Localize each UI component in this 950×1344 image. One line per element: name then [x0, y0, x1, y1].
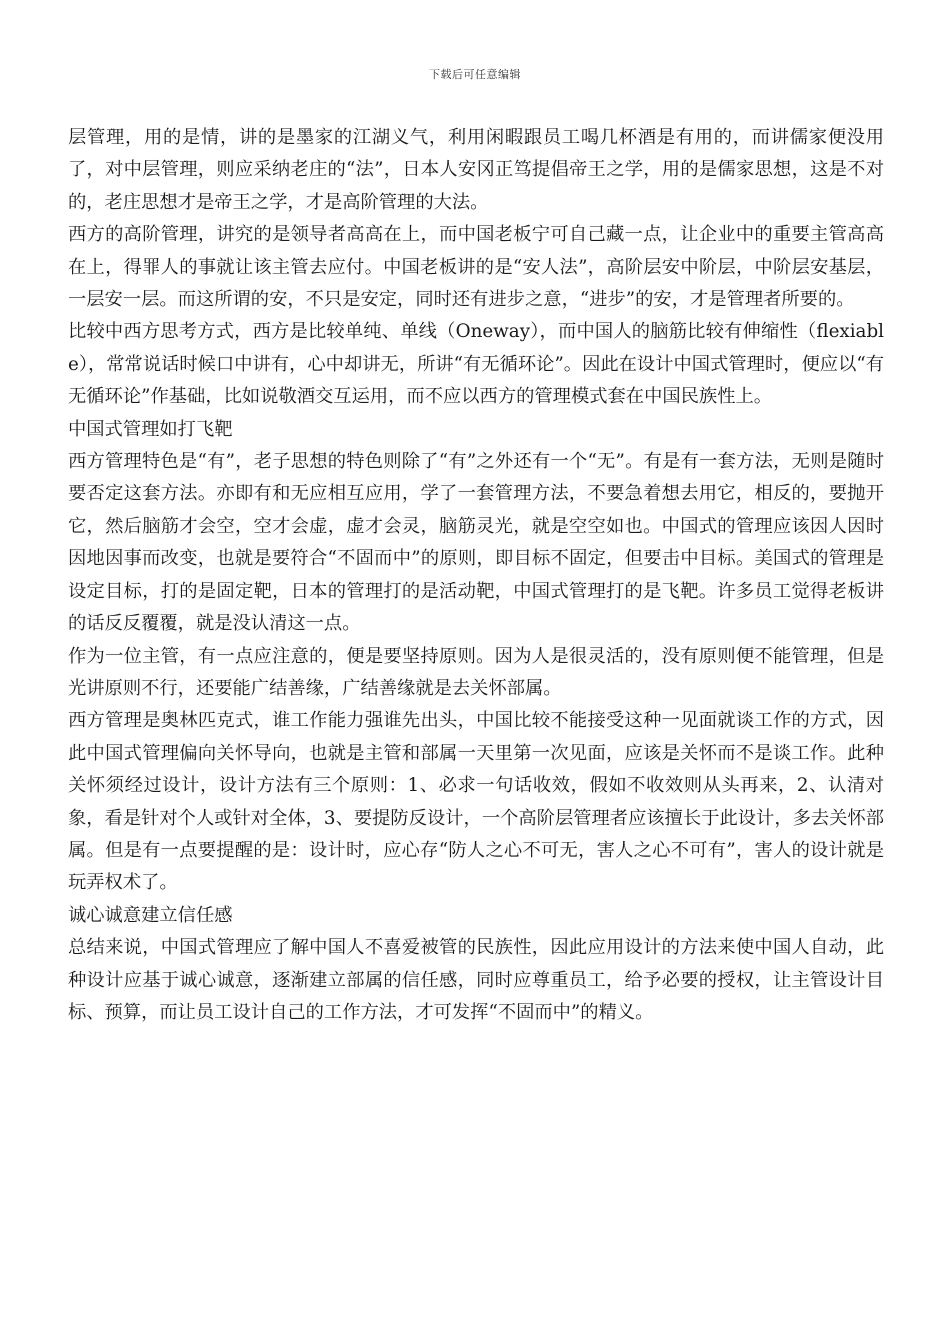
document-body — [68, 122, 884, 1029]
paragraph-4: 西方管理特色是“有”，老子思想的特色则除了“有”之外还有一个“无”。有是有一套方法，无则是随时要否定这套方法。亦即有和无应相互应用，学了一套管理方法，不要急着想去用它，相反的，要抛开它，然后脑筋才会空，空才会虚，虚才会灵，脑筋灵光，就是空空如也。中国式的管理应该因人因时因地因事而改变，也就是要符合“不固而中”的原则，即目标不固定，但要击中目标。美国式的管理是设定目标，打的是固定靶，日本的管理打的是活动靶，中国式管理打的是飞靶。许多员工觉得老板讲的话反反覆覆，就是没认清这一点。 — [68, 451, 884, 635]
paragraph-7: 总结来说，中国式管理应了解中国人不喜爱被管的民族性，因此应用设计的方法来使中国人自动，此种设计应基于诚心诚意，逐渐建立部属的信任感，同时应尊重员工，给予必要的授权，让主管设计目标、预算，而让员工设计自己的工作方法，才可发挥“不固而中”的精义。 — [68, 937, 884, 1023]
section-heading-flying-target: 中国式管理如打飞靶 — [68, 418, 233, 440]
paragraph-5: 作为一位主管，有一点应注意的，便是要坚持原则。因为人是很灵活的，没有原则便不能管理，但是光讲原则不行，还要能广结善缘，广结善缘就是去关怀部属。 — [68, 645, 884, 699]
section-heading-trust: 诚心诚意建立信任感 — [68, 904, 233, 926]
paragraph-1: 层管理，用的是情，讲的是墨家的江湖义气，利用闲暇跟员工喝几杯酒是有用的，而讲儒家便没用了，对中层管理，则应采纳老庄的“法”，日本人安冈正笃提倡帝王之学，用的是儒家思想，这是不对的，老庄思想才是帝王之学，才是高阶管理的大法。 — [68, 127, 884, 213]
paragraph-6: 西方管理是奥林匹克式，谁工作能力强谁先出头，中国比较不能接受这种一见面就谈工作的方式，因此中国式管理偏向关怀导向，也就是主管和部属一天里第一次见面，应该是关怀而不是谈工作。此种关怀须经过设计，设计方法有三个原则：1、必求一句话收效，假如不收效则从头再来，2、认清对象，看是针对个人或针对全体，3、要提防反设计，一个高阶层管理者应该擅长于此设计，多去关怀部属。但是有一点要提醒的是：设计时，应心存“防人之心不可无，害人之心不可有”，害人的设计就是玩弄权术了。 — [68, 710, 885, 894]
page-header: 下载后可任意编辑 — [429, 68, 521, 81]
paragraph-2: 西方的高阶管理，讲究的是领导者高高在上，而中国老板宁可自己藏一点，让企业中的重要主管高高在上，得罪人的事就让该主管去应付。中国老板讲的是“安人法”，高阶层安中阶层，中阶层安基层，一层安一层。而这所谓的安，不只是安定，同时还有进步之意，“进步”的安，才是管理者所要的。 — [68, 224, 884, 311]
paragraph-3: 比较中西方思考方式，西方是比较单纯、单线（Oneway），而中国人的脑筋比较有伸缩性（flexiable），常常说话时候口中讲有，心中却讲无，所讲“有无循环论”。因此在设计中国式管理时，便应以“有无循环论”作基础，比如说敬酒交互运用，而不应以西方的管理模式套在中国民族性上。 — [68, 321, 884, 408]
